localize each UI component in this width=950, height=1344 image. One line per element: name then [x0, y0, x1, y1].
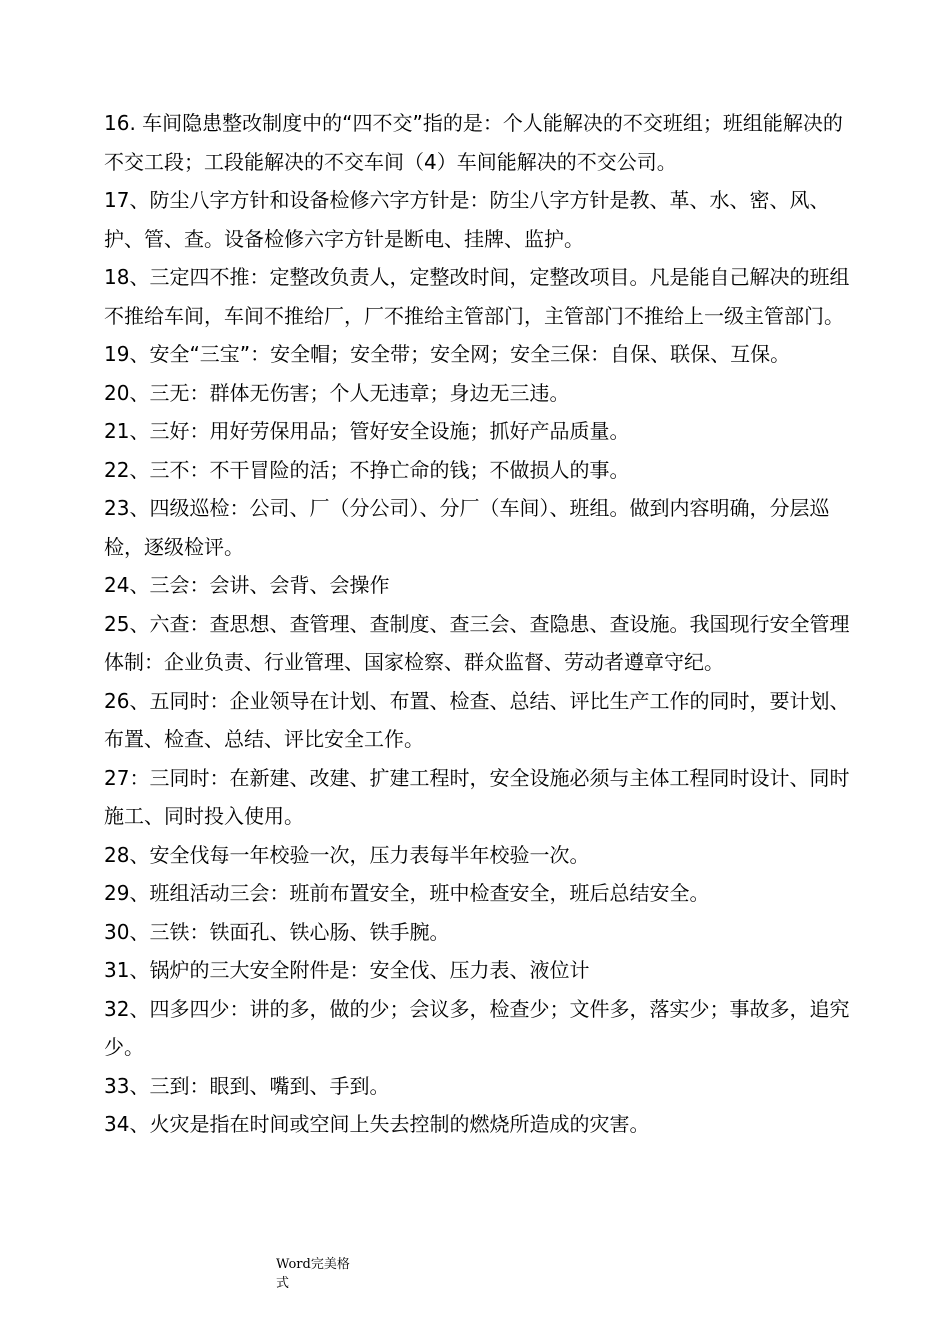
- paragraph-25: 25、六查：查思想、查管理、查制度、查三会、查隐患、查设施。我国现行安全管理体制：企业负责、行业管理、国家检察、群众监督、劳动者遵章守纪。: [104, 611, 850, 674]
- paragraph-20: 20、三无：群体无伤害；个人无违章；身边无三违。: [104, 380, 570, 405]
- paragraph-17: 17、防尘八字方针和设备检修六字方针是：防尘八字方针是教、革、水、密、风、护、管、查。设备检修六字方针是断电、挂牌、监护。: [104, 188, 830, 251]
- document-body: [104, 104, 852, 1144]
- paragraph-30: 30、三铁：铁面孔、铁心肠、铁手腕。: [104, 919, 450, 944]
- paragraph-33: 33、三到：眼到、嘴到、手到。: [104, 1073, 390, 1098]
- paragraph-23: 23、四级巡检：公司、厂（分公司）、分厂（车间）、班组。做到内容明确，分层巡检，逐级检评。: [104, 496, 830, 559]
- paragraph-26: 26、五同时：企业领导在计划、布置、检查、总结、评比生产工作的同时，要计划、布置、检查、总结、评比安全工作。: [104, 688, 850, 751]
- paragraph-27: 27：三同时：在新建、改建、扩建工程时，安全设施必须与主体工程同时设计、同时施工、同时投入使用。: [104, 765, 850, 828]
- paragraph-31: 31、锅炉的三大安全附件是：安全伐、压力表、液位计: [104, 958, 590, 982]
- page-footer: Word完美格式: [276, 1257, 350, 1291]
- paragraph-21: 21、三好：用好劳保用品；管好安全设施；抓好产品质量。: [104, 419, 630, 443]
- paragraph-22: 22、三不：不干冒险的活；不挣亡命的钱；不做损人的事。: [104, 457, 630, 482]
- paragraph-18: 18、三定四不推：定整改负责人，定整改时间，定整改项目。凡是能自己解决的班组不推给车间，车间不推给厂，厂不推给主管部门，主管部门不推给上一级主管部门。: [104, 265, 850, 328]
- paragraph-32: 32、四多四少：讲的多，做的少；会议多，检查少；文件多，落实少；事故多，追究少。: [104, 996, 850, 1059]
- paragraph-16: 16. 车间隐患整改制度中的“四不交”指的是：个人能解决的不交班组；班组能解决的不交工段；工段能解决的不交车间（4）车间能解决的不交公司。: [104, 111, 843, 174]
- paragraph-24: 24、三会：会讲、会背、会操作: [104, 573, 390, 597]
- paragraph-28: 28、安全伐每一年校验一次，压力表每半年校验一次。: [104, 842, 590, 867]
- paragraph-19: 19、安全“三宝”：安全帽；安全带；安全网；安全三保：自保、联保、互保。: [104, 342, 791, 366]
- paragraph-29: 29、班组活动三会：班前布置安全，班中检查安全，班后总结安全。: [104, 881, 710, 905]
- paragraph-34: 34、火灾是指在时间或空间上失去控制的燃烧所造成的灾害。: [104, 1112, 650, 1136]
